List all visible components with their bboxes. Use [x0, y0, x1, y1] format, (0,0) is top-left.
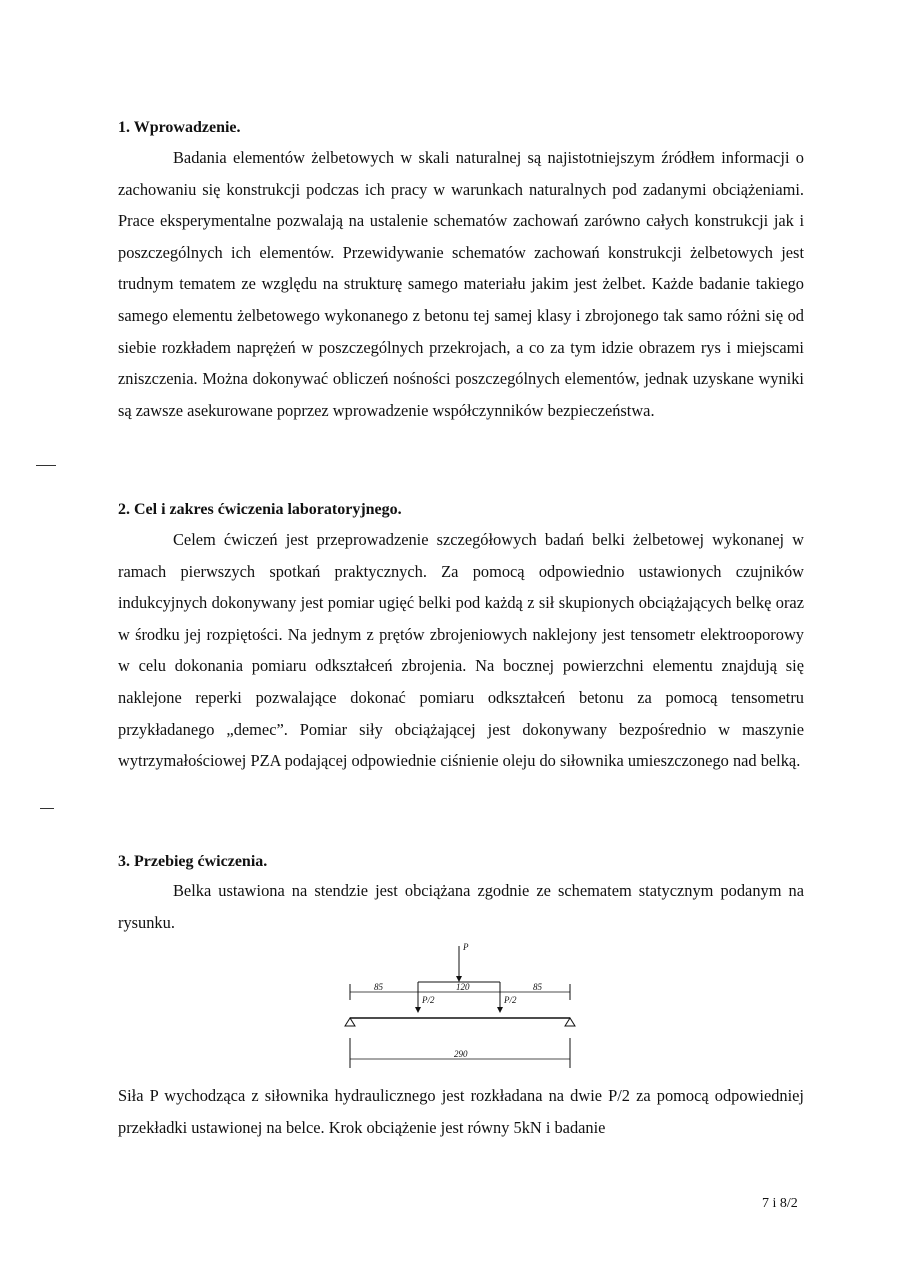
- half-load-left-label: P/2: [422, 995, 435, 1005]
- dim-right-label: 85: [533, 982, 542, 992]
- support-left: [345, 1018, 355, 1026]
- section-2-paragraph: Celem ćwiczeń jest przeprowadzenie szczegółowych badań belki żelbetowej wykonanej w ramach pierwszych spotkań praktycznych. Za pomocą odpowiednio ustawionych czujników indukcyjnych dokonywany jest pomiar ugięć belki pod każdą z sił skupionych obciążających belkę oraz w środku jej rozpiętości. Na jednym z prętów zbrojeniowych naklejony jest tensometr elektrooporowy w celu dokonania pomiaru odkształceń zbrojenia. Na bocznej powierzchni elementu znajdują się naklejone reperki pozwalające dokonać pomiaru odkształceń betonu za pomocą tensometru przykładanego „demec”. Pomiar siły obciążającej jest dokonywany bezpośrednio w maszynie wytrzymałościowej PZA podającej odpowiednie ciśnienie oleju do siłownika umieszczonego nad belką.: [118, 530, 804, 771]
- support-right: [565, 1018, 575, 1026]
- half-load-left-head: [415, 1007, 421, 1013]
- section-2-heading: 2. Cel i zakres ćwiczenia laboratoryjnego.: [118, 501, 402, 518]
- section-3-heading: 3. Przebieg ćwiczenia.: [118, 853, 268, 870]
- page-number: 7 i 8/2: [762, 1196, 798, 1211]
- load-label: P: [463, 942, 469, 952]
- scan-artifact: [40, 808, 54, 809]
- half-load-right-head: [497, 1007, 503, 1013]
- closing-paragraph: Siła P wychodząca z siłownika hydraulicznego jest rozkładana na dwie P/2 za pomocą odpowiedniej przekładki ustawionej na belce. Krok obciążenie jest równy 5kN i badanie: [118, 1086, 804, 1137]
- dim-left-label: 85: [374, 982, 383, 992]
- section-3-paragraph: Belka ustawiona na stendzie jest obciążana zgodnie ze schematem statycznym podanym na rysunku.: [118, 881, 804, 932]
- section-1-heading: 1. Wprowadzenie.: [118, 119, 241, 136]
- section-1-paragraph: Badania elementów żelbetowych w skali naturalnej są najistotniejszym źródłem informacji o zachowaniu się konstrukcji podczas ich pracy w warunkach naturalnych pod zadanymi obciążeniami. Prace eksperymentalne pozwalają na ustalenie schematów zachowań zarówno całych konstrukcji jak i poszczególnych ich elementów. Przewidywanie schematów zachowań konstrukcji żelbetowych jest trudnym tematem ze względu na strukturę samego materiału jakim jest żelbet. Każde badanie takiego samego elementu żelbetowego wykonanego z betonu tej samej klasy i zbrojonego tak samo różni się od siebie rozkładem naprężeń w poszczególnych przekrojach, a co za tym idzie obrazem rys i miejscami zniszczenia. Można dokonywać obliczeń nośności poszczególnych elementów, jednak uzyskane wyniki są zawsze asekurowane poprzez wprowadzenie współczynników bezpieczeństwa.: [118, 148, 804, 420]
- dim-middle-label: 120: [456, 982, 470, 992]
- scan-artifact: [36, 465, 56, 466]
- half-load-right-label: P/2: [504, 995, 517, 1005]
- static-scheme-diagram: [338, 938, 588, 1073]
- dim-total-label: 290: [454, 1049, 468, 1059]
